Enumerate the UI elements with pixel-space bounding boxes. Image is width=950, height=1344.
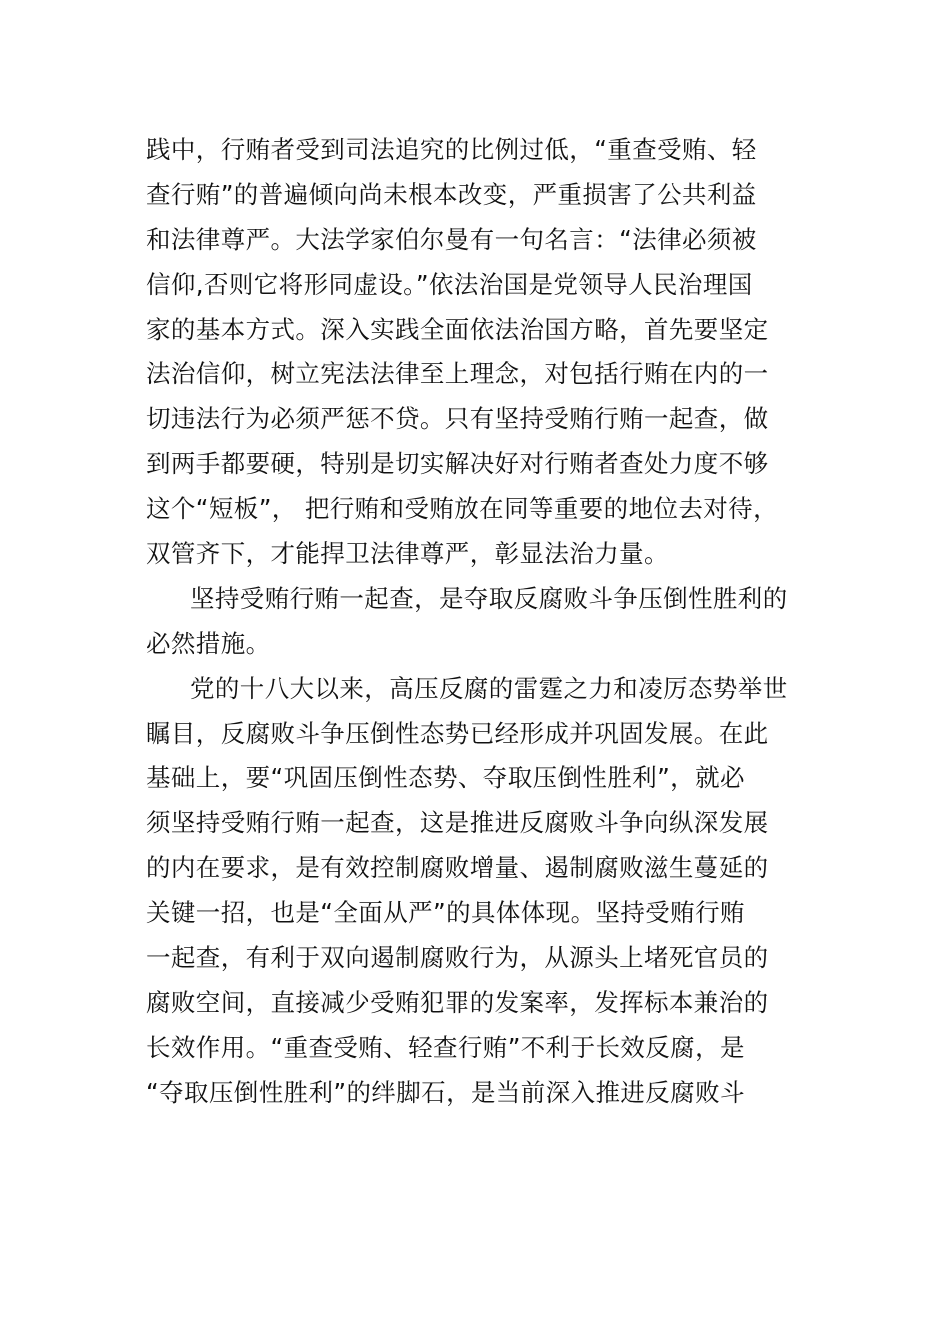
text-line: 的内在要求，是有效控制腐败增量、遏制腐败滋生蔓延的 [146, 853, 769, 883]
text-line: 到两手都要硬，特别是切实解决好对行贿者查处力度不够 [146, 449, 769, 479]
text-line: 腐败空间，直接减少受贿犯罪的发案率，发挥标本兼治的 [146, 987, 769, 1017]
text-line: 践中，行贿者受到司法追究的比例过低，“重查受贿、轻 [146, 135, 757, 164]
text-line: 党的十八大以来，高压反腐的雷霆之力和凌厉态势举世 [190, 673, 788, 703]
text-line: 家的基本方式。深入实践全面依法治国方略，首先要坚定 [146, 314, 769, 344]
paragraph-heading-line: 坚持受贿行贿一起查，是夺取反腐败斗争压倒性胜利的 [190, 583, 788, 613]
text-line: “夺取压倒性胜利”的绊脚石，是当前深入推进反腐败斗 [146, 1077, 745, 1107]
text-line: 长效作用。“重查受贿、轻查行贿”不利于长效反腐，是 [146, 1032, 745, 1062]
text-line: 须坚持受贿行贿一起查，这是推进反腐败斗争向纵深发展 [146, 808, 769, 838]
text-line: 和法律尊严。大法学家伯尔曼有一句名言：“法律必须被 [146, 224, 757, 254]
text-line: 双管齐下，才能捍卫法律尊严，彰显法治力量。 [146, 539, 669, 569]
text-line: 瞩目，反腐败斗争压倒性态势已经形成并巩固发展。在此 [146, 718, 769, 748]
text-line: 基础上，要“巩固压倒性态势、夺取压倒性胜利”，就必 [146, 763, 745, 793]
body-text [146, 128, 810, 1116]
text-line: 这个“短板”， 把行贿和受贿放在同等重要的地位去对待， [146, 494, 778, 524]
text-line: 切违法行为必须严惩不贷。只有坚持受贿行贿一起查，做 [146, 404, 769, 434]
paragraph-heading-line: 必然措施。 [146, 628, 271, 658]
text-line: 法治信仰，树立宪法法律至上理念，对包括行贿在内的一 [146, 359, 769, 389]
text-line: 信仰,否则它将形同虚设。”依法治国是党领导人民治理国 [146, 269, 753, 299]
text-line: 一起查，有利于双向遏制腐败行为，从源头上堵死官员的 [146, 943, 769, 973]
text-line: 查行贿”的普遍倾向尚未根本改变，严重损害了公共利益 [146, 179, 757, 209]
text-line: 关键一招，也是“全面从严”的具体体现。坚持受贿行贿 [146, 898, 745, 928]
